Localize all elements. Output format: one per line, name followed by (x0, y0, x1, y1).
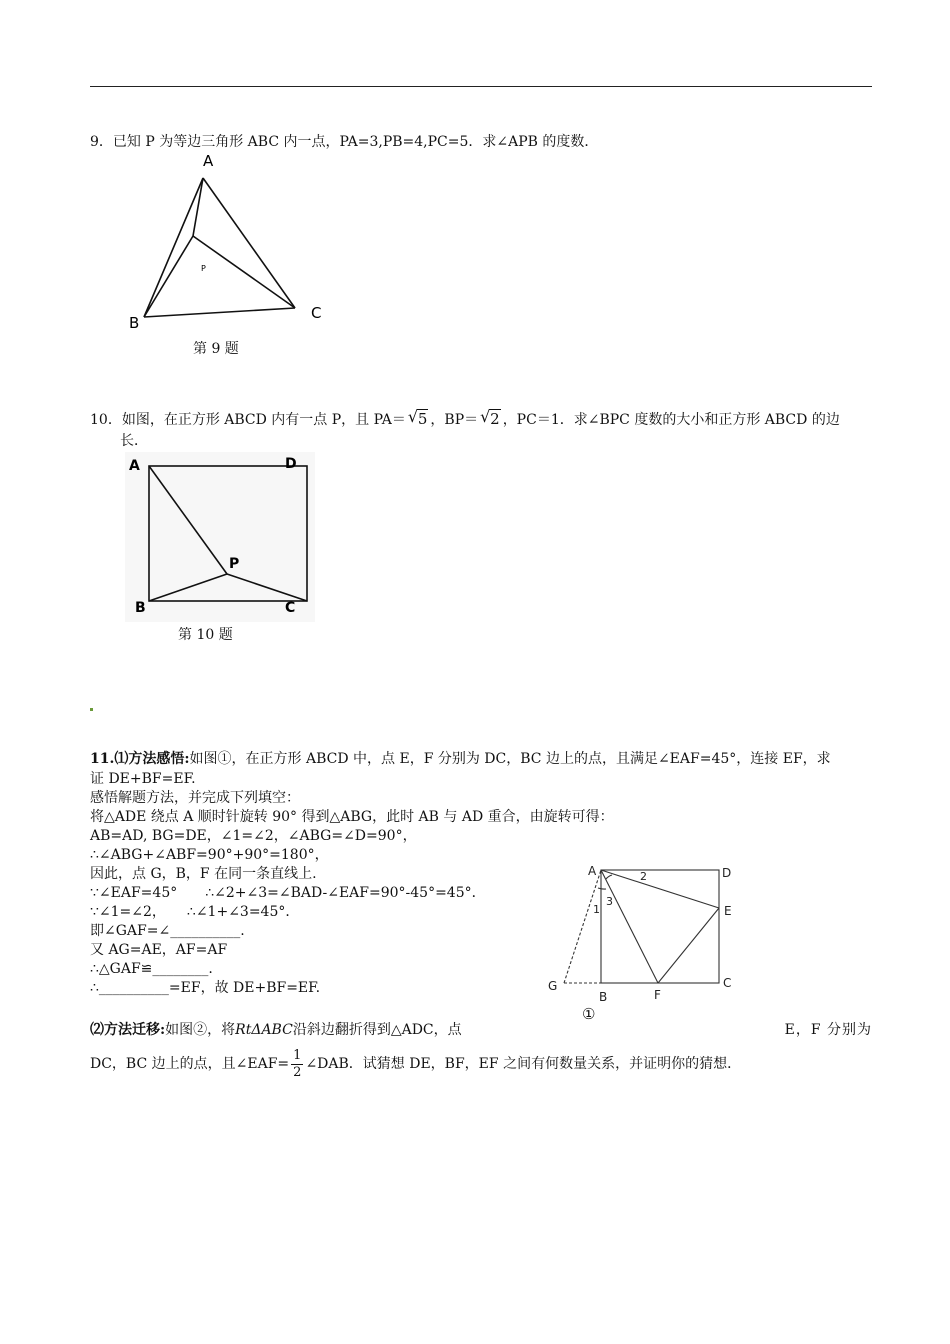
segment-AE (601, 870, 719, 908)
part1-text: 如图①，在正方形 ABCD 中，点 E，F 分别为 DC，BC 边上的点，且满足∠EAF=45°，连接 EF，求 (189, 751, 831, 767)
label-D: D (722, 866, 732, 880)
sqrt-5 (408, 410, 429, 429)
fraction-numerator: 1 (293, 1047, 302, 1063)
figure-10-caption: 第 10 题 (178, 627, 233, 643)
label-C: C (723, 976, 732, 990)
question-11-line5: AB=AD, BG=DE，∠1=∠2，∠ABG=∠D=90°， (90, 828, 417, 844)
angle-mark-2 (606, 875, 612, 879)
label-E: E (724, 904, 732, 918)
question-11-line13: ∴__________=EF，故 DE+BF=EF. (90, 980, 321, 996)
edge-BC (144, 308, 295, 317)
label-D: D (285, 456, 297, 472)
label-G: G (548, 979, 558, 993)
segment-PA (193, 178, 203, 236)
label-angle-1: 1 (593, 903, 600, 916)
figure-9 (125, 150, 335, 339)
question-11-line10: 即∠GAF=∠__________. (90, 923, 245, 939)
label-A: A (588, 864, 597, 878)
part2-heading: ⑵方法迁移: (90, 1022, 166, 1038)
part2-rt-triangle: RtΔABC (235, 1022, 293, 1038)
label-B: B (135, 600, 146, 616)
segment-PB (144, 236, 193, 317)
label-angle-2: 2 (640, 870, 647, 883)
part2-text-b: 沿斜边翻折得到△ADC，点 (292, 1022, 462, 1038)
question-11-line2: 证 DE+BF=EF. (90, 771, 196, 787)
part1-heading: 11.⑴方法感悟: (90, 751, 190, 767)
question-11-part2-line1-end: E，F 分别为 (784, 1022, 872, 1038)
label-P: P (229, 556, 240, 572)
label-angle-3: 3 (606, 895, 613, 908)
header-rule (90, 86, 872, 87)
label-B: B (129, 314, 140, 332)
label-A: A (203, 152, 214, 170)
segment-EF (658, 908, 719, 983)
sqrt-2 (480, 410, 501, 429)
q10-part-a: 10．如图，在正方形 ABCD 内有一点 P，且 PA＝ (90, 412, 406, 428)
part2-line2-b: ∠DAB．试猜想 DE，BF，EF 之间有何数量关系，并证明你的猜想． (305, 1056, 742, 1072)
edge-AC (203, 178, 295, 308)
part2-text-a: 如图②，将 (165, 1022, 236, 1038)
q10-part-b: ，BP＝ (430, 412, 479, 428)
question-11-line8: ∵∠EAF=45° ∴∠2+∠3=∠BAD-∠EAF=90°-45°=45°． (90, 885, 486, 901)
fraction-denominator: 2 (293, 1064, 302, 1080)
question-11-line12: ∴△GAF≌________. (90, 961, 213, 977)
figure-10 (125, 452, 315, 626)
label-C: C (311, 304, 322, 322)
question-11-line3: 感悟解题方法，并完成下列填空： (90, 790, 300, 806)
question-11-line9: ∵∠1=∠2， ∴∠1+∠3=45°． (90, 904, 300, 920)
label-P: P (201, 264, 206, 273)
question-11-part2-line1 (90, 1021, 462, 1039)
question-10-text-cont: 长． (120, 433, 148, 449)
question-10-text (90, 410, 840, 429)
question-11-line4: 将△ADE 绕点 A 顺时针旋转 90° 得到△ABG，此时 AB 与 AD 重合，由旋转可得： (90, 809, 614, 825)
question-11-line11: 又 AG=AE，AF=AF (90, 942, 228, 958)
label-B: B (599, 990, 608, 1004)
question-9-text: 9．已知 P 为等边三角形 ABC 内一点，PA=3,PB=4,PC=5．求∠APB 的度数． (90, 134, 599, 150)
radicand-5: 5 (417, 410, 428, 428)
angle-mark-1 (598, 888, 606, 889)
question-11-line7: 因此，点 G，B，F 在同一条直线上. (90, 866, 317, 882)
segment-AF (601, 870, 658, 983)
radicand-2: 2 (490, 410, 500, 428)
stray-mark (90, 708, 93, 711)
edge-AB (144, 178, 203, 317)
square-ABCD (601, 870, 719, 983)
label-A: A (129, 458, 140, 474)
figure-9-caption: 第 9 题 (193, 341, 239, 357)
label-F: F (654, 988, 661, 1002)
question-11-line6: ∴∠ABG+∠ABF=90°+90°=180°， (90, 847, 329, 863)
question-11-part2-line2 (90, 1044, 741, 1084)
part2-line2-a: DC，BC 边上的点，且∠EAF= (90, 1056, 290, 1072)
segment-PC (193, 236, 295, 308)
segment-GA (564, 870, 601, 983)
label-C: C (285, 600, 296, 616)
q10-part-c: ，PC＝1．求∠BPC 度数的大小和正方形 ABCD 的边 (502, 412, 840, 428)
figure-11-1-caption: ① (582, 1005, 596, 1023)
figure-11-1 (540, 858, 750, 1032)
question-11-part1-line1 (90, 750, 831, 768)
fraction-one-half (291, 1048, 303, 1081)
